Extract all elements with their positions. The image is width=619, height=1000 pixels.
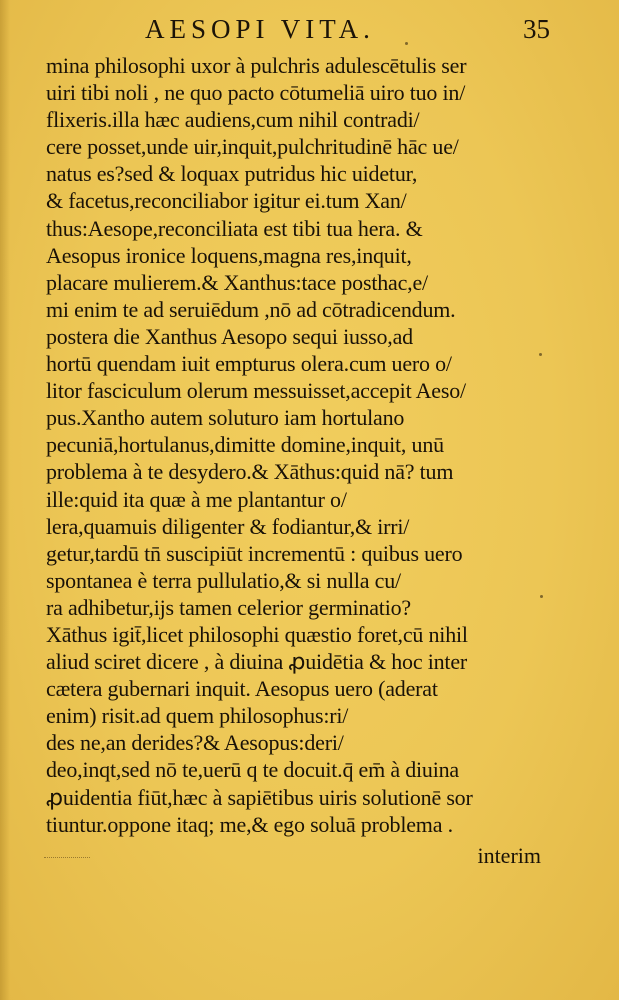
page-number: 35 — [523, 14, 550, 44]
text-line: pecuniā,hortulanus,dimitte domine,inquit, unū — [46, 432, 444, 458]
text-line: des ne,an derides?& Aesopus:deri/ — [46, 730, 344, 756]
text-line: natus es?sed & loquax putridus hic uidetur, — [46, 161, 418, 187]
ink-speck — [539, 353, 542, 356]
text-line: getur,tardū tn̄ suscipiūt incrementū : quibus uero — [46, 540, 463, 566]
text-line: tiuntur.oppone itaq; me,& ego soluā problema . — [46, 811, 453, 837]
text-line: hortū quendam iuit empturus olera.cum uero o/ — [46, 351, 452, 377]
text-line: Xāthus igit̄,licet philosophi quæstio foret,cū nihil — [46, 621, 468, 647]
text-line: enim) risit.ad quem philosophus:ri/ — [46, 703, 349, 729]
ink-speck — [540, 595, 543, 598]
text-line: mina philosophi uxor à pulchris adulescētulis ser — [46, 53, 467, 78]
text-line: Aesopus ironice loquens,magna res,inquit, — [46, 242, 412, 268]
text-line: flixeris.illa hæc audiens,cum nihil contradi/ — [46, 107, 420, 133]
text-line: & facetus,reconciliabor igitur ei.tum Xan/ — [46, 188, 407, 214]
text-line: ra adhibetur,ijs tamen celerior germinatio? — [46, 594, 411, 620]
text-line: ꝓuidentia fiūt,hæc à sapiētibus uiris solutionē sor — [46, 784, 473, 810]
catchword: interim — [477, 843, 541, 868]
text-line: ille:quid ita quæ à me plantantur o/ — [46, 486, 347, 512]
text-line: placare mulierem.& Xanthus:tace posthac,e/ — [46, 269, 428, 295]
text-line: mi enim te ad seruiēdum ,nō ad cōtradicendum. — [46, 296, 456, 322]
ink-smudge — [44, 857, 90, 862]
text-line: aliud sciret dicere , à diuina ꝓuidētia & hoc inter — [46, 649, 468, 675]
text-line: uiri tibi noli , ne quo pacto cōtumeliā uiro tuo in/ — [46, 80, 466, 106]
text-line: thus:Aesope,reconciliata est tibi tua hera. & — [46, 215, 423, 241]
text-line: postera die Xanthus Aesopo sequi iusso,ad — [46, 323, 413, 349]
text-line: litor fasciculum olerum messuisset,accepit Aeso/ — [46, 378, 466, 404]
text-line: spontanea è terra pullulatio,& si nulla cu/ — [46, 567, 401, 593]
ink-speck — [405, 42, 408, 45]
footer-row — [0, 843, 619, 873]
text-line: cætera gubernari inquit. Aesopus uero (aderat — [46, 676, 438, 702]
text-line: cere posset,unde uir,inquit,pulchritudinē hāc ue/ — [46, 134, 459, 160]
running-head: AESOPI VITA. — [145, 14, 375, 44]
text-line: problema à te desydero.& Xāthus:quid nā? tum — [46, 459, 454, 485]
body-text — [46, 52, 546, 838]
page-header — [0, 0, 619, 56]
text-line: pus.Xantho autem soluturo iam hortulano — [46, 405, 405, 431]
text-line: deo,inqt,sed nō te,uerū q te docuit.q̄ em̄ à diuina — [46, 757, 459, 783]
text-line: lera,quamuis diligenter & fodiantur,& irri/ — [46, 513, 410, 539]
